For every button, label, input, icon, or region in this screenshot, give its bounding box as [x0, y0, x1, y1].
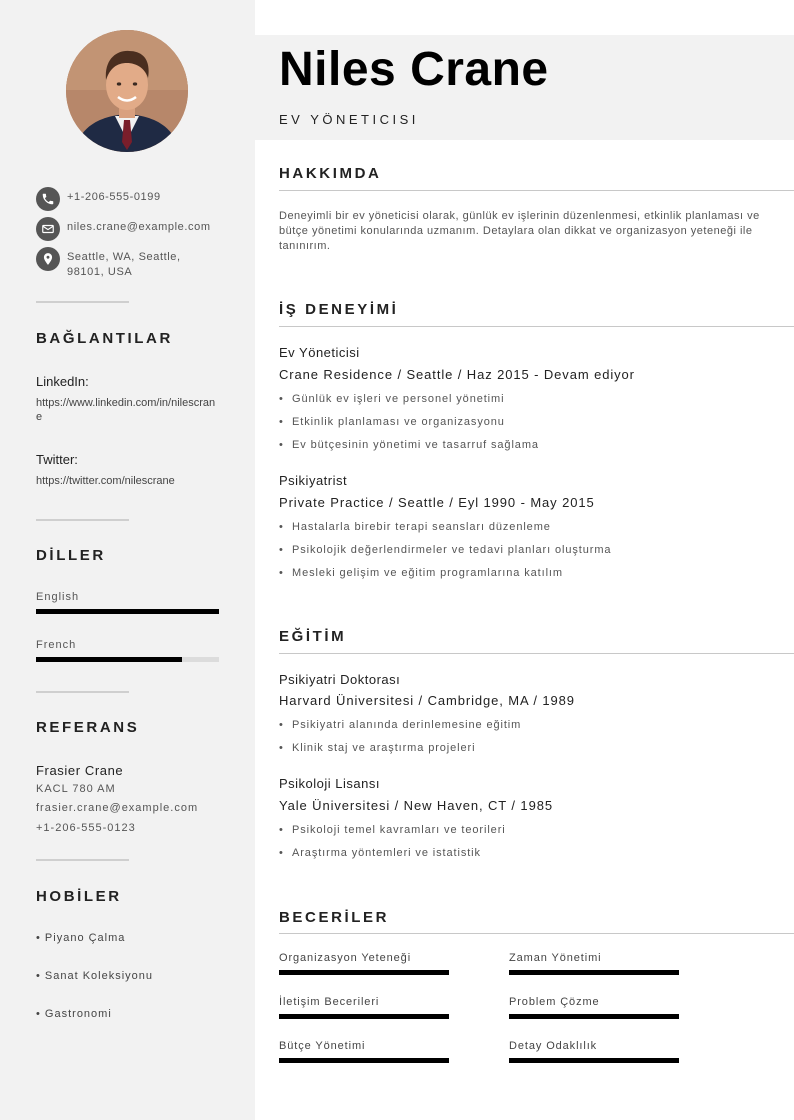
skill-name: Zaman Yönetimi	[509, 952, 602, 964]
degree-bullet: • Araştırma yöntemleri ve istatistik	[279, 847, 481, 859]
location-pin-icon	[36, 247, 60, 271]
phone-text: +1-206-555-0199	[67, 191, 161, 203]
languages-heading: DİLLER	[36, 547, 106, 564]
skills-heading: BECERİLER	[279, 909, 390, 926]
job-bullet: • Mesleki gelişim ve eğitim programlarına katılım	[279, 567, 563, 579]
language-name: French	[36, 639, 77, 651]
job-meta: Crane Residence / Seattle / Haz 2015 - Devam ediyor	[279, 367, 635, 382]
skill-bar	[509, 970, 679, 975]
references-heading: REFERANS	[36, 719, 140, 736]
skill-name: Organizasyon Yeteneği	[279, 952, 412, 964]
section-rule	[279, 933, 794, 934]
phone-icon	[36, 187, 60, 211]
job-bullet: • Hastalarla birebir terapi seansları düzenleme	[279, 521, 551, 533]
profile-photo	[66, 30, 188, 152]
reference-company: KACL 780 AM	[36, 783, 116, 795]
contact-address	[36, 250, 207, 280]
hobby-item: • Piyano Çalma	[36, 932, 126, 944]
linkedin-link[interactable]: https://www.linkedin.com/in/nilescrane	[36, 397, 216, 423]
section-rule	[279, 653, 794, 654]
skill-bar	[509, 1058, 679, 1063]
person-name: Niles Crane	[279, 43, 549, 96]
skill-bar	[279, 1014, 449, 1019]
reference-email: frasier.crane@example.com	[36, 802, 199, 814]
hobbies-heading: HOBİLER	[36, 888, 122, 905]
job-meta: Private Practice / Seattle / Eyl 1990 - May 2015	[279, 495, 595, 510]
address-text: Seattle, WA, Seattle, 98101, USA	[67, 251, 181, 278]
reference-phone: +1-206-555-0123	[36, 822, 136, 834]
sidebar	[0, 0, 255, 1120]
experience-heading: İŞ DENEYİMİ	[279, 301, 399, 318]
job-title: Ev Yöneticisi	[279, 345, 360, 360]
reference-name: Frasier Crane	[36, 763, 124, 778]
section-rule	[279, 190, 794, 191]
email-text: niles.crane@example.com	[67, 221, 211, 233]
hobby-item: • Sanat Koleksiyonu	[36, 970, 154, 982]
skill-bar	[279, 970, 449, 975]
about-heading: HAKKIMDA	[279, 165, 382, 182]
job-bullet: • Etkinlik planlaması ve organizasyonu	[279, 416, 505, 428]
degree-bullet: • Psikiyatri alanında derinlemesine eğitim	[279, 719, 521, 731]
divider	[36, 301, 129, 303]
contact-email	[36, 220, 211, 241]
degree-meta: Yale Üniversitesi / New Haven, CT / 1985	[279, 798, 553, 813]
job-bullet: • Günlük ev işleri ve personel yönetimi	[279, 393, 504, 405]
main-content	[255, 0, 794, 1120]
education-heading: EĞİTİM	[279, 628, 347, 645]
job-bullet: • Psikolojik değerlendirmeler ve tedavi planları oluşturma	[279, 544, 611, 556]
language-level-fill	[36, 657, 182, 662]
job-role: EV YÖNETICISI	[279, 112, 419, 127]
language-level-fill	[36, 609, 219, 614]
skill-name: Bütçe Yönetimi	[279, 1040, 366, 1052]
skill-name: İletişim Becerileri	[279, 996, 380, 1008]
language-level-bar	[36, 657, 219, 662]
job-title: Psikiyatrist	[279, 473, 348, 488]
language-name: English	[36, 591, 80, 603]
degree-meta: Harvard Üniversitesi / Cambridge, MA / 1989	[279, 693, 575, 708]
skill-name: Detay Odaklılık	[509, 1040, 598, 1052]
degree-bullet: • Psikoloji temel kavramları ve teorileri	[279, 824, 506, 836]
links-heading: BAĞLANTILAR	[36, 330, 173, 347]
envelope-icon	[36, 217, 60, 241]
degree-bullet: • Klinik staj ve araştırma projeleri	[279, 742, 475, 754]
skill-bar	[279, 1058, 449, 1063]
divider	[36, 859, 129, 861]
degree-title: Psikiyatri Doktorası	[279, 672, 401, 687]
about-text: Deneyimli bir ev yöneticisi olarak, günlük ev işlerinin düzenlenmesi, etkinlik planlaması ve bütçe yönetimi konularında uzmanım. Detaylara olan dikkat ve organizasyon yeteneği ile tanınırım.	[279, 210, 760, 252]
contact-phone	[36, 190, 207, 211]
divider	[36, 519, 129, 521]
degree-title: Psikoloji Lisansı	[279, 776, 380, 791]
skill-bar	[509, 1014, 679, 1019]
section-rule	[279, 326, 794, 327]
skill-name: Problem Çözme	[509, 996, 600, 1008]
hobby-item: • Gastronomi	[36, 1008, 112, 1020]
linkedin-label: LinkedIn:	[36, 374, 89, 389]
job-bullet: • Ev bütçesinin yönetimi ve tasarruf sağlama	[279, 439, 539, 451]
twitter-link[interactable]: https://twitter.com/nilescrane	[36, 475, 175, 487]
divider	[36, 691, 129, 693]
language-level-bar	[36, 609, 219, 614]
twitter-label: Twitter:	[36, 452, 78, 467]
